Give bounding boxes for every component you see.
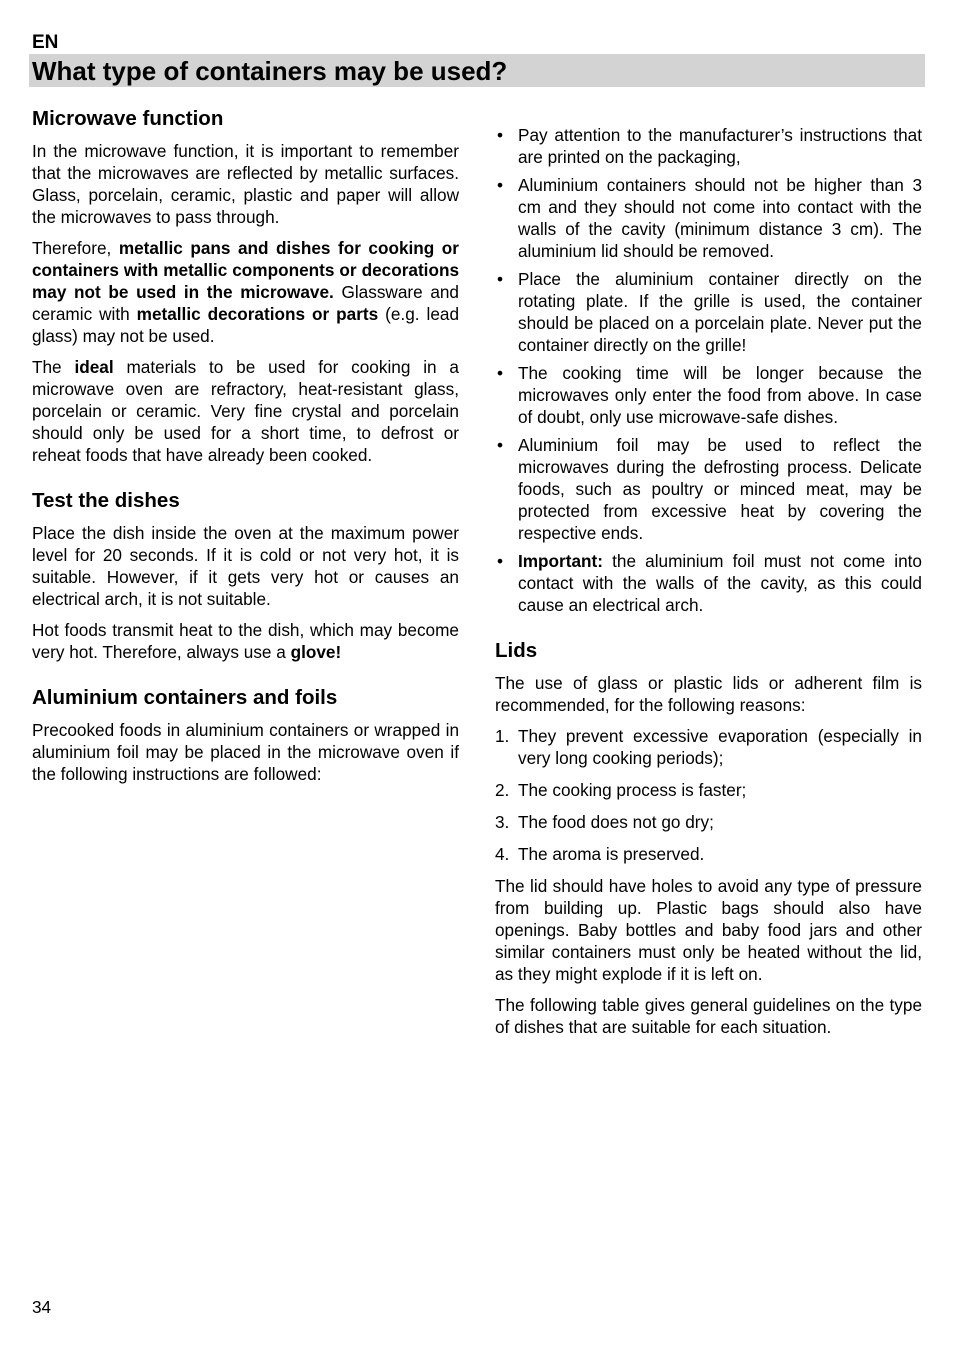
test-paragraph-2: Hot foods transmit heat to the dish, which may become very hot. Therefore, always use a glove! [32, 620, 459, 662]
aluminium-instructions-list [495, 124, 922, 616]
list-item: 2. The cooking process is faster; [495, 780, 747, 800]
lids-reasons-list [495, 725, 922, 865]
aluminium-paragraph: Precooked foods in aluminium containers or wrapped in aluminium foil may be placed in the microwave oven if the following instructions are followed: [32, 720, 459, 784]
list-item: • Aluminium foil may be used to reflect the microwaves during the defrosting process. Delicate foods, such as poultry or minced meat, may be protected from excessive heat by covering the respective ends. [497, 435, 922, 543]
lids-paragraph-1: The lid should have holes to avoid any type of pressure from building up. Plastic bags should also have openings. Baby bottles and baby food jars and other similar containers must only be heated without the lid, as they might explode if it is left on. [495, 876, 922, 984]
list-item: 4. The aroma is preserved. [495, 844, 705, 864]
microwave-paragraph-2: Therefore, metallic pans and dishes for cooking or containers with metallic components or decorations may not be used in the microwave. Glassware and ceramic with metallic decorations or parts (e.g. lead glass) may not be used. [32, 238, 459, 346]
microwave-function-heading: Microwave function [32, 107, 224, 130]
bullet-icon: • [497, 269, 504, 289]
lids-heading: Lids [495, 639, 538, 662]
page-number: 34 [32, 1297, 52, 1317]
lids-intro: The use of glass or plastic lids or adherent film is recommended, for the following reasons: [495, 673, 922, 715]
list-item: • Pay attention to the manufacturer’s instructions that are printed on the packaging, [497, 125, 922, 167]
list-item: • Aluminium containers should not be higher than 3 cm and they should not come into contact with the walls of the cavity (minimum distance 3 cm). The aluminium lid should be removed. [497, 175, 922, 261]
bullet-icon: • [497, 125, 504, 145]
microwave-paragraph-1: In the microwave function, it is important to remember that the microwaves are reflected by metallic surfaces. Glass, porcelain, ceramic, plastic and paper will allow the microwaves to pass through. [32, 141, 459, 227]
list-item: • Place the aluminium container directly on the rotating plate. If the grille is used, the container should be placed on a porcelain plate. Never put the container directly on the grille! [497, 269, 922, 355]
bullet-icon: • [497, 175, 504, 195]
microwave-paragraph-3: The ideal materials to be used for cooking in a microwave oven are refractory, heat-resistant glass, porcelain or ceramic. Very fine crystal and porcelain should only be used for a short time, to defrost or reheat foods that have already been cooked. [32, 357, 459, 465]
list-item: 3. The food does not go dry; [495, 812, 714, 832]
lids-paragraph-2: The following table gives general guidelines on the type of dishes that are suitable for each situation. [495, 995, 922, 1037]
list-item: 1. They prevent excessive evaporation (especially in very long cooking periods); [495, 726, 922, 768]
test-dishes-heading: Test the dishes [32, 489, 180, 512]
language-code: EN [32, 32, 59, 53]
title-bar [29, 54, 925, 87]
bullet-icon: • [497, 551, 504, 571]
list-item: • The cooking time will be longer because the microwaves only enter the food from above. In case of doubt, only use microwave-safe dishes. [497, 363, 922, 427]
right-column [495, 124, 922, 1047]
list-item-important: • Important: the aluminium foil must not come into contact with the walls of the cavity, as this could cause an electrical arch. [497, 551, 922, 615]
left-column [32, 106, 459, 794]
page-title: What type of containers may be used? [32, 56, 508, 86]
bullet-icon: • [497, 435, 504, 455]
aluminium-heading: Aluminium containers and foils [32, 686, 338, 709]
bullet-icon: • [497, 363, 504, 383]
test-paragraph-1: Place the dish inside the oven at the maximum power level for 20 seconds. If it is cold or not very hot, it is suitable. However, if it gets very hot or causes an electrical arch, it is not suitable. [32, 523, 459, 609]
